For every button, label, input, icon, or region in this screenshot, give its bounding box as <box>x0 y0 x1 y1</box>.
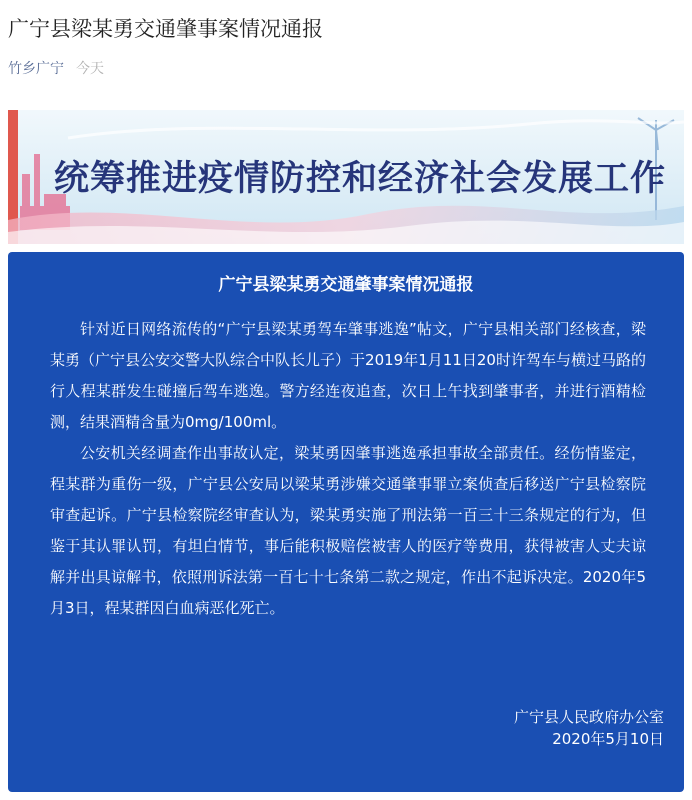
notice-signature <box>514 706 664 750</box>
signature-organization: 广宁县人民政府办公室 <box>513 708 664 726</box>
banner-image <box>8 110 684 244</box>
banner-slogan: 统筹推进疫情防控和经济社会发展工作 <box>54 158 667 199</box>
notice-title: 广宁县梁某勇交通肇事案情况通报 <box>218 275 474 295</box>
notice-panel <box>8 252 684 792</box>
signature-date: 2020年5月10日 <box>552 730 664 748</box>
notice-body <box>50 314 646 624</box>
account-name-link[interactable]: 竹乡广宁 <box>8 61 64 77</box>
article-title: 广宁县梁某勇交通肇事案情况通报 <box>8 17 323 41</box>
notice-paragraph-2: 公安机关经调查作出事故认定，梁某勇因肇事逃逸承担事故全部责任。经伤情鉴定，程某群为重伤一级，广宁县公安局以梁某勇涉嫌交通肇事罪立案侦查后移送广宁县检察院审查起诉。广宁县检察院经审查认为，梁某勇实施了刑法第一百三十三条规定的行为，但鉴于其认罪认罚，有坦白情节，事后能积极赔偿被害人的医疗等费用，获得被害人丈夫谅解并出具谅解书，依照刑诉法第一百七十七条第二款之规定，作出不起诉决定。2020年5月3日，程某群因白血病恶化死亡。 <box>50 444 646 617</box>
article-meta <box>8 58 104 78</box>
notice-paragraph-1: 针对近日网络流传的“广宁县梁某勇驾车肇事逃逸”帖文，广宁县相关部门经核查，梁某勇（广宁县公安交警大队综合中队长儿子）于2019年1月11日20时许驾车与横过马路的行人程某群发生碰撞后驾车逃逸。警方经连夜追查，次日上午找到肇事者，并进行酒精检测，结果酒精含量为0mg/100ml。 <box>50 320 646 431</box>
publish-date: 今天 <box>76 61 104 77</box>
